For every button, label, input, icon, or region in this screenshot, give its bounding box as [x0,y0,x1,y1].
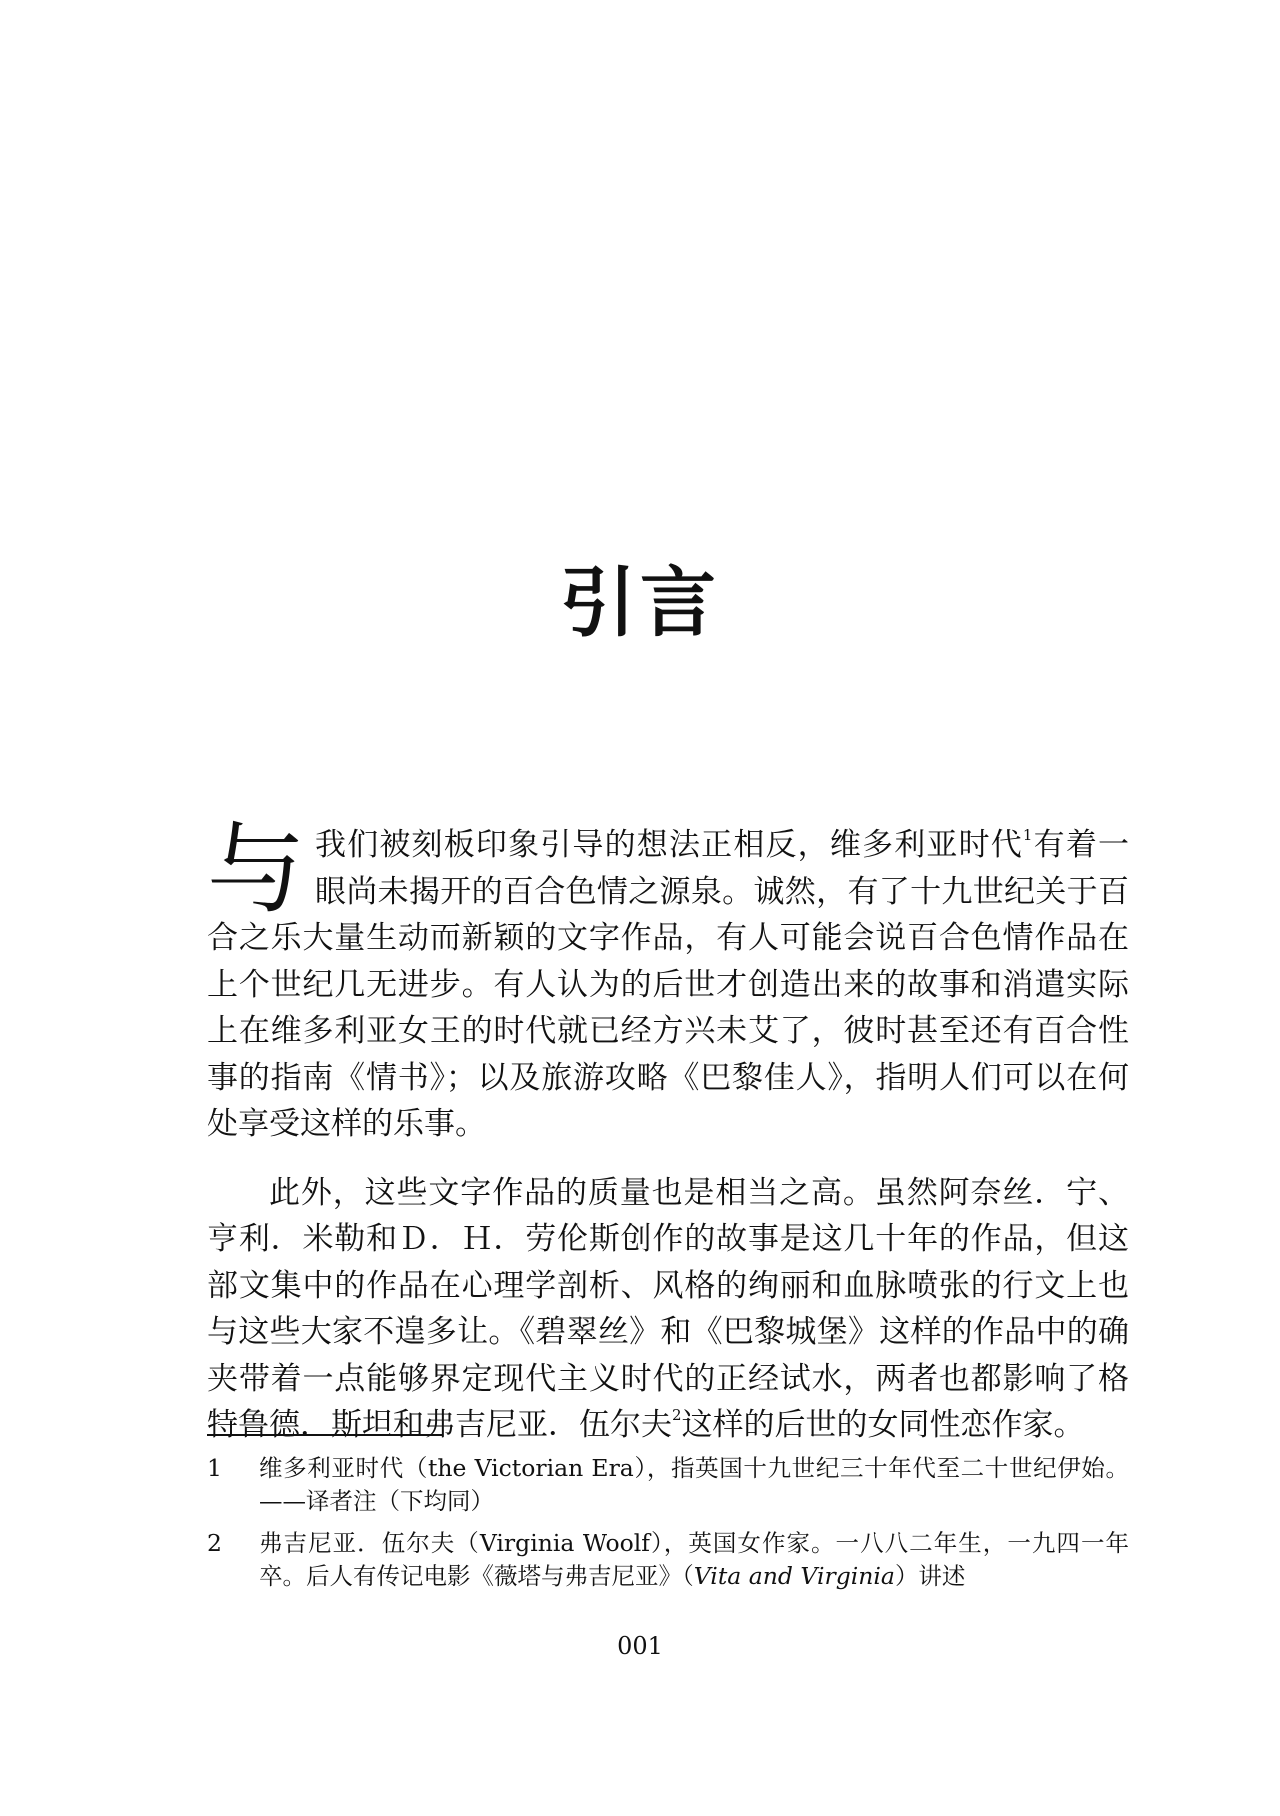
chapter-title: 引言 [560,558,720,647]
footnote-1 [207,1452,1129,1518]
paragraph-2-text-b: 这样的后世的女同性恋作家。 [681,1407,1085,1443]
footnote-italic-title: Vita and Virginia [693,1562,895,1590]
footnote-text [259,1527,1129,1593]
paragraph-2-text-a: 此外，这些文字作品的质量也是相当之高。虽然阿奈丝．宁、亨利．米勒和Ｄ．Ｈ．劳伦斯创作的故事是这几十年的作品，但这部文集中的作品在心理学剖析、风格的绚丽和血脉喷张的行文上也与这些大家不遑多让。《碧翠丝》和《巴黎城堡》这样的作品中的确夹带着一点能够界定现代主义时代的正经试水，两者也都影响了格特鲁德．斯坦和弗吉尼亚．伍尔夫 [207,1174,1129,1443]
footnote-text-a: 弗吉尼亚．伍尔夫（Virginia Woolf），英国女作家。一八八二年生，一九四一年卒。后人有传记电影《薇塔与弗吉尼亚》（ [259,1529,1129,1590]
footnote-text-b: ）讲述 [894,1562,966,1590]
paragraph-1-text-b: 有着一眼尚未揭开的百合色情之源泉。诚然，有了十九世纪关于百合之乐大量生动而新颖的文字作品，有人可能会说百合色情作品在上个世纪几无进步。有人认为的后世才创造出来的故事和消遣实际上在维多利亚女王的时代就已经方兴未艾了，彼时甚至还有百合性事的指南《情书》；以及旅游攻略《巴黎佳人》，指明人们可以在何处享受这样的乐事。 [207,827,1130,1142]
paragraph-1-text-a: 我们被刻板印象引导的想法正相反，维多利亚时代 [315,827,1023,863]
body-text [207,813,1130,1449]
footnote-text: 维多利亚时代（the Victorian Era），指英国十九世纪三十年代至二十世纪伊始。——译者注（下均同） [259,1454,1129,1515]
footnote-number: 2 [207,1529,222,1557]
drop-cap: 与 [207,813,306,927]
footnote-ref-1: 1 [1022,826,1033,844]
paragraph-1 [207,813,1130,1148]
footnotes [207,1452,1129,1602]
paragraph-2 [207,1170,1129,1449]
page-number: 001 [617,1632,663,1660]
footnote-number: 1 [207,1454,222,1482]
footnote-2 [207,1527,1129,1593]
footnote-divider [207,1434,443,1436]
footnote-ref-2: 2 [672,1406,682,1424]
